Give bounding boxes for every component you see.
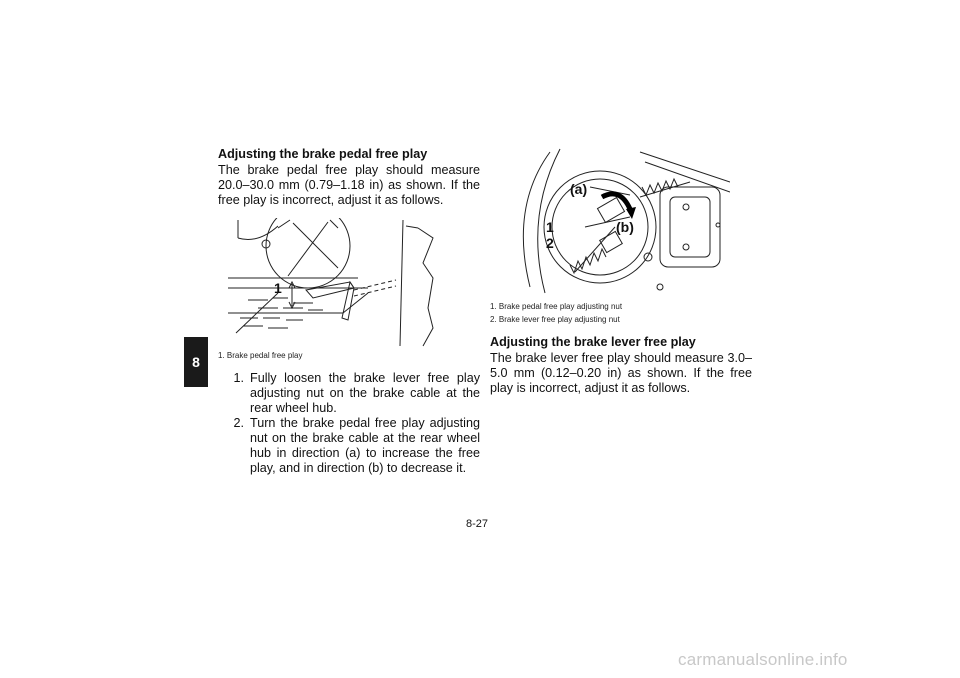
chapter-tab: 8 [184,337,208,387]
figure-caption-2: 2. Brake lever free play adjusting nut [490,315,620,324]
list-item: 2. Turn the brake pedal free play adjusting nut on the brake cable at the rear wheel hub in direction (a) to increase the free play, and in direction (b) to decrease it. [233,416,480,475]
figure-callout-1: 1 [274,280,282,296]
section-heading-pedal: Adjusting the brake pedal free play [218,147,428,161]
section-heading-lever: Adjusting the brake lever free play [490,335,696,349]
list-item: 1. Fully loosen the brake lever free play adjusting nut on the brake cable at the rear wheel hub. [233,371,480,415]
brake-hub-figure [490,147,730,295]
watermark: carmanualsonline.info [678,650,848,669]
brake-pedal-illustration [218,218,436,348]
figure-caption: 1. Brake pedal free play [218,351,303,360]
figure-caption-1: 1. Brake pedal free play adjusting nut [490,302,623,311]
pedal-intro-text: The brake pedal free play should measure 20.0–30.0 mm (0.79–1.18 in) as shown. If the free play is incorrect, adjust it as follows. [218,163,480,207]
figure-callout-1: 1 [546,219,554,235]
left-column [218,147,480,476]
page-number: 8-27 [466,518,489,530]
brake-pedal-figure [218,218,436,348]
pedal-steps-list [218,371,480,476]
right-column [490,147,752,396]
figure-callout-b: (b) [616,219,634,235]
brake-hub-illustration [490,147,730,295]
lever-intro-text: The brake lever free play should measure 3.0–5.0 mm (0.12–0.20 in) as shown. If the free play is incorrect, adjust it as follows. [490,351,752,395]
figure-callout-a: (a) [570,181,588,197]
figure-callout-2: 2 [546,235,554,251]
